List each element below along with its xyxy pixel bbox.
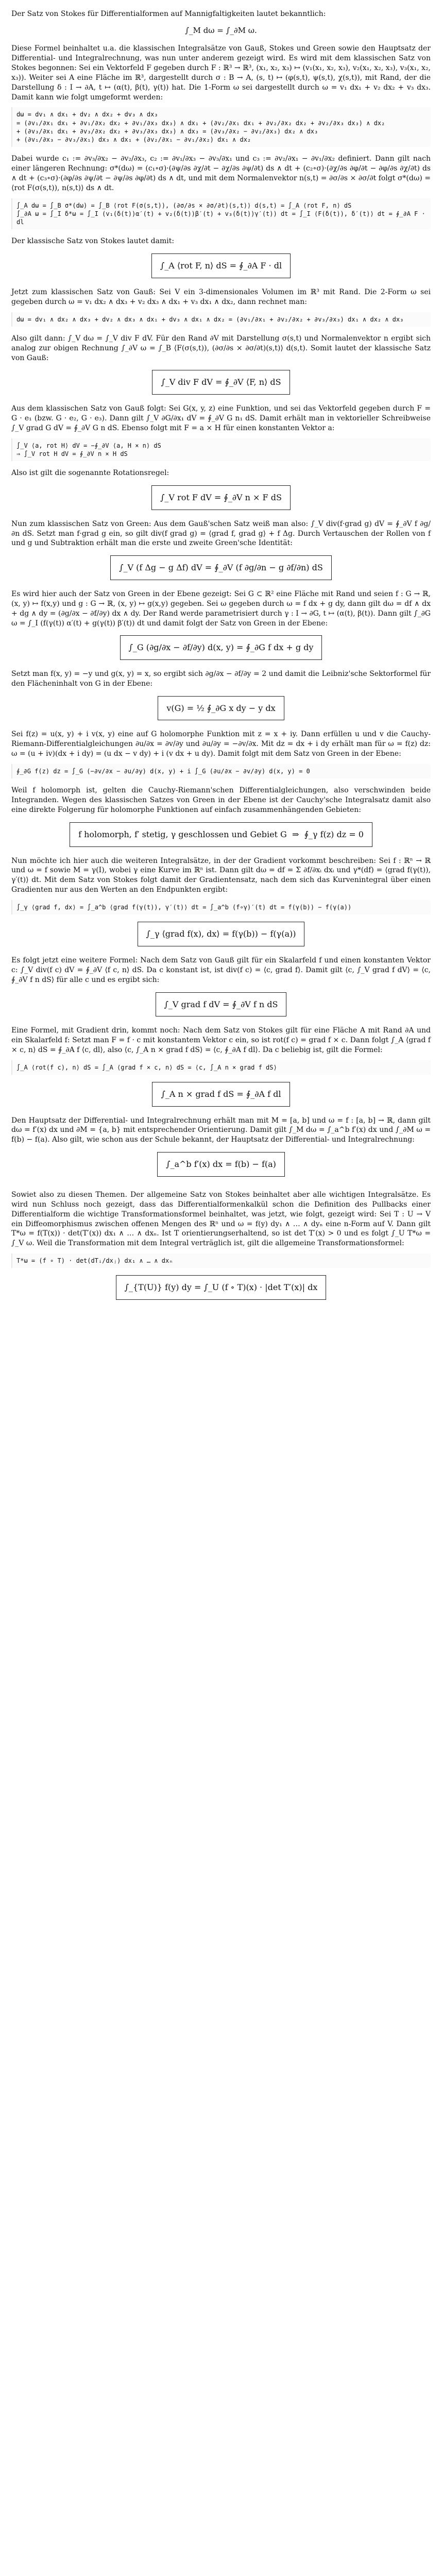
paragraph-gradient-theorem: Nun möchte ich hier auch die weiteren Integralsätze, in der der Gradient vorkommt beschreiben: Sei f : ℝⁿ → ℝ und ω = f sowie M = γ(I), wobei γ eine Kurve im ℝⁿ ist. Dann gilt dω = df = Σ ∂f/∂xᵢ dxᵢ und γ*(df) = ⟨grad f(γ(t)), γ′(t)⟩ dt. Mit dem Satz von Stokes folgt damit der Gradientensatz, nach dem sich das Kurvenintegral über einen Gradienten nur aus den Werten an den Endpunkten ergibt: <box>11 856 431 894</box>
paragraph-pullback: Dabei wurde c₁ := ∂v₃/∂x₂ − ∂v₂/∂x₃, c₂ := ∂v₁/∂x₃ − ∂v₃/∂x₁ und c₃ := ∂v₂/∂x₁ − ∂v₁/∂x₂ definiert. Dann gilt nach einer längeren Rechnung: σ*(dω) = (c₁∘σ)·(∂ψ/∂s ∂χ/∂t − ∂χ/∂s ∂ψ/∂t) ds ∧ dt + (c₂∘σ)·(∂χ/∂s ∂φ/∂t − ∂φ/∂s ∂χ/∂t) ds ∧ dt + (c₃∘σ)·(∂φ/∂s ∂ψ/∂t − ∂ψ/∂s ∂φ/∂t) ds ∧ dt, und mit dem Normalenvektor n(s,t) = ∂σ/∂s × ∂σ/∂t folgt σ*(dω) = ⟨rot F(σ(s,t)), n(s,t)⟩ ds ∧ dt. <box>11 155 431 192</box>
boxed-gradient-volume-formula: ∫_V grad f dV = ∮_∂V f n dS <box>156 992 287 1017</box>
boxed-green-identity: ∫_V (f Δg − g Δf) dV = ∮_∂V (f ∂g/∂n − g ∂f/∂n) dS <box>110 555 332 580</box>
boxed-green-plane-theorem: ∫_G (∂g/∂x − ∂f/∂y) d(x, y) = ∮_∂G f dx + g dy <box>120 635 322 660</box>
equation-gradient-derivation: ∫_γ ⟨grad f, dx⟩ = ∫_a^b ⟨grad f(γ(t)), γ′(t)⟩ dt = ∫_a^b (f∘γ)′(t) dt = f(γ(b)) − f(γ(a)) <box>11 900 431 914</box>
boxed-cauchy-integral-theorem: f holomorph, f′ stetig, γ geschlossen und Gebiet G ⇒ ∮_γ f(z) dz = 0 <box>70 822 372 847</box>
intro-paragraph: Der Satz von Stokes für Differentialformen auf Mannigfaltigkeiten lautet bekanntlich: <box>11 10 326 18</box>
boxed-gradient-theorem: ∫_γ ⟨grad f(x), dx⟩ = f(γ(b)) − f(γ(a)) <box>138 922 305 946</box>
paragraph-grad-volume: Es folgt jetzt eine weitere Formel: Nach dem Satz von Gauß gilt für ein Skalarfeld f und einen konstanten Vektor c: ∫_V div(f c) dV = ∮_∂V ⟨f c, n⟩ dS. Da c konstant ist, ist div(f c) = ⟨c, grad f⟩. Damit gilt ⟨c, ∫_V grad f dV⟩ = ⟨c, ∮_∂V f n dS⟩ für alle c und es ergibt sich: <box>11 956 431 984</box>
paragraph-transformation: Sowiet also zu diesen Themen. Der allgemeine Satz von Stokes beinhaltet aber alle wichtigen Integralsätze. Es wird nun Schluss noch gezeigt, dass das Differentialformenkalkül schon die Definition des Pullbacks einer Differentialform die wichtige Transformationsformel beinhaltet, was jetzt, wie folgt, gezeigt wird: Sei T : U → V ein Diffeomorphismus zwischen offenen Mengen des ℝⁿ und ω = f(y) dy₁ ∧ … ∧ dyₙ eine n-Form auf V. Dann gilt T*ω = f(T(x)) · det(T′(x)) dx₁ ∧ … ∧ dxₙ. Ist T orientierungserhaltend, so ist det T′(x) > 0 und es folgt ∫_U T*ω = ∫_V ω. Weil die Transformation mit dem Integral verträglich ist, gilt die allgemeine Transformationsformel: <box>11 1190 431 1248</box>
paragraph-gauss-consequences: Aus dem klassischen Satz von Gauß folgt: Sei G(x, y, z) eine Funktion, und sei das Vektorfeld gegeben durch F = G · e₁ (bzw. G · e₂, G · e₃). Dann gilt ∫_V ∂G/∂x₁ dV = ∮_∂V G n₁ dS. Damit erhält man in vektorieller Schreibweise ∫_V grad G dV = ∮_∂V G n dS. Ebenso folgt mit F = a × H für einen konstanten Vektor a: <box>11 404 431 432</box>
boxed-gauss-theorem: ∫_V div F dV = ∮_∂V ⟨F, n⟩ dS <box>152 370 290 395</box>
boxed-gradient-area-formula: ∫_A n × grad f dS = ∮_∂A f dl <box>152 1082 290 1107</box>
boxed-classical-stokes-theorem: ∫_A ⟨rot F, n⟩ dS = ∮_∂A F · dl <box>151 253 291 278</box>
paragraph-cauchy-conclusion: Weil f holomorph ist, gelten die Cauchy-Riemann'schen Differentialgleichungen, also verschwinden beide Integranden. Wegen des klassischen Satzes von Green in der Ebene ist der Cauchy'sche Integralsatz damit also eine direkte Folgerung für holomorphe Funktionen auf einfach zusammenhängenden Gebieten: <box>11 786 431 815</box>
boxed-rotation-rule: ∫_V rot F dV = ∮_∂V n × F dS <box>151 485 291 510</box>
paragraph-gauss-setup: Jetzt zum klassischen Satz von Gauß: Sei V ein 3-dimensionales Volumen im ℝ³ mit Rand. Die 2-Form ω sei gegeben durch ω = v₁ dx₂ ∧ dx₃ + v₂ dx₃ ∧ dx₁ + v₃ dx₁ ∧ dx₂, dann rechnet man: <box>11 287 431 306</box>
equation-cauchy-derivation: ∮_∂G f(z) dz = ∫_G (−∂v/∂x − ∂u/∂y) d(x, y) + i ∫_G (∂u/∂x − ∂v/∂y) d(x, y) = 0 <box>11 764 431 778</box>
equation-divergence-form: dω = dv₁ ∧ dx₂ ∧ dx₃ + dv₂ ∧ dx₃ ∧ dx₁ + dv₃ ∧ dx₁ ∧ dx₂ = (∂v₁/∂x₁ + ∂v₂/∂x₂ + ∂v₃/∂x₃) dx₁ ∧ dx₂ ∧ dx₃ <box>11 312 431 327</box>
equation-rotation-rule-derivation: ∫_V ⟨a, rot H⟩ dV = −∮_∂V ⟨a, H × n⟩ dS ⇒ ∫_V rot H dV = ∮_∂V n × H dS <box>11 438 431 461</box>
equation-stokes-general: ∫_M dω = ∫_∂M ω. <box>185 25 257 35</box>
paragraph-stokes-statement: Der klassische Satz von Stokes lautet damit: <box>11 237 175 246</box>
paragraph-grad-area: Eine Formel, mit Gradient drin, kommt noch: Nach dem Satz von Stokes gilt für eine Fläche A mit Rand ∂A und ein Skalarfeld f: Setzt man F = f · c mit konstantem Vektor c ein, so ist rot(f c) = grad f × c. Dann folgt ∫_A ⟨grad f × c, n⟩ dS = ∮_∂A f ⟨c, dl⟩, also ⟨c, ∫_A n × grad f dS⟩ = ⟨c, ∮_∂A f dl⟩. Da c beliebig ist, gilt die Formel: <box>11 1026 431 1054</box>
paragraph-classical-stokes-setup: Diese Formel beinhaltet u.a. die klassischen Integralsätze von Gauß, Stokes und Green sowie den Hauptsatz der Differential- und Integralrechnung, was nun unter anderem gezeigt wird. Es wird mit dem klassischen Satz von Stokes begonnen: Sei ein Vektorfeld F gegeben durch F : ℝ³ → ℝ³, (x₁, x₂, x₃) ↦ (v₁(x₁, x₂, x₃), v₂(x₁, x₂, x₃), v₃(x₁, x₂, x₃)). Weiter sei A eine Fläche im ℝ³, dargestellt durch σ : B → A, (s, t) ↦ (φ(s,t), ψ(s,t), χ(s,t)), mit Rand, der die Darstellung δ : I → ∂A, t ↦ (α(t), β(t), γ(t)) hat. Die 1-Form ω sei dargestellt durch ω = v₁ dx₁ + v₂ dx₂ + v₃ dx₃. Damit kann wie folgt umgeformt werden: <box>11 44 431 101</box>
paragraph-leibniz-sector: Setzt man f(x, y) = −y und g(x, y) = x, so ergibt sich ∂g/∂x − ∂f/∂y = 2 und damit die Leibniz'sche Sektorformel für den Flächeninhalt von G in der Ebene: <box>11 670 431 688</box>
paragraph-rotation-rule: Also ist gilt die sogenannte Rotationsregel: <box>11 469 169 478</box>
equation-grad-area-derivation: ∫_A ⟨rot(f c), n⟩ dS = ∫_A ⟨grad f × c, n⟩ dS = ⟨c, ∫_A n × grad f dS⟩ <box>11 1060 431 1075</box>
equation-stokes-derivation: ∫_A dω = ∫_B σ*(dω) = ∫_B ⟨rot F(σ(s,t)), (∂σ/∂s × ∂σ/∂t)(s,t)⟩ d(s,t) = ∫_A ⟨rot F, n⟩ dS ∫_∂A ω = ∫_I δ*ω = ∫_I (v₁(δ(t))α′(t) + v₂(δ(t))β′(t) + v₃(δ(t))γ′(t)) dt = ∫_I ⟨F(δ(t)), δ′(t)⟩ dt = ∮_∂A F · dl <box>11 198 431 230</box>
equation-pullback-determinant: T*ω = (f ∘ T) · det(dTᵢ/dxⱼ) dx₁ ∧ … ∧ dxₙ <box>11 1253 431 1268</box>
paragraph-fundamental-theorem: Den Hauptsatz der Differential- und Integralrechnung erhält man mit M = [a, b] und ω = f : [a, b] → ℝ, dann gilt dω = f′(x) dx und ∂M = {a, b} mit entsprechender Orientierung. Damit gilt ∫_M dω = ∫_a^b f′(x) dx und ∫_∂M ω = f(b) − f(a). Also gilt, wie schon aus der Schule bekannt, der Hauptsatz der Differential- und Integralrechnung: <box>11 1116 431 1144</box>
paragraph-green-identities: Nun zum klassischen Satz von Green: Aus dem Gauß'schen Satz weiß man also: ∫_V div(f·grad g) dV = ∮_∂V f ∂g/∂n dS. Setzt man f·grad g ein, so gilt div(f grad g) = ⟨grad f, grad g⟩ + f Δg. Durch Vertauschen der Rollen von f und g und Subtraktion erhält man die erste und zweite Green'sche Identität: <box>11 519 431 548</box>
section-separator <box>11 1186 431 1190</box>
boxed-leibniz-sector-formula: v(G) = ½ ∮_∂G x dy − y dx <box>158 696 284 721</box>
paragraph-green-plane: Es wird hier auch der Satz von Green in der Ebene gezeigt: Sei G ⊂ ℝ² eine Fläche mit Rand und seien f : G → ℝ, (x, y) ↦ f(x,y) und g : G → ℝ, (x, y) ↦ g(x,y) gegeben. Sei ω gegeben durch ω = f dx + g dy, dann gilt dω = df ∧ dx + dg ∧ dy = (∂g/∂x − ∂f/∂y) dx ∧ dy. Der Rand werde parametrisiert durch γ : I → ∂G, t ↦ (α(t), β(t)). Dann gilt ∫_∂G ω = ∫_I (f(γ(t)) α′(t) + g(γ(t)) β′(t)) dt und damit folgt der Satz von Green in der Ebene: <box>11 589 431 628</box>
paragraph-gauss-statement: Also gilt dann: ∫_V dω = ∫_V div F dV. Für den Rand ∂V mit Darstellung σ(s,t) und Normalenvektor n ergibt sich analog zur obigen Rechnung ∫_∂V ω = ∫_B ⟨F(σ(s,t)), (∂σ/∂s × ∂σ/∂t)(s,t)⟩ d(s,t). Somit lautet der klassische Satz von Gauß: <box>11 334 431 362</box>
paragraph-holomorphic: Sei f(z) = u(x, y) + i v(x, y) eine auf G holomorphe Funktion mit z = x + iy. Dann erfüllen u und v die Cauchy-Riemann-Differentialgleichungen ∂u/∂x = ∂v/∂y und ∂u/∂y = −∂v/∂x. Mit dz = dx + i dy erhält man für ω = f(z) dz: ω = (u + iv)(dx + i dy) = (u dx − v dy) + i (v dx + u dy). Damit folgt mit dem Satz von Green in der Ebene: <box>11 730 431 758</box>
boxed-fundamental-theorem: ∫_a^b f′(x) dx = f(b) − f(a) <box>157 1152 285 1177</box>
equation-exterior-derivative: dω = dv₁ ∧ dx₁ + dv₂ ∧ dx₂ + dv₃ ∧ dx₃ = (∂v₁/∂x₁ dx₁ + ∂v₁/∂x₂ dx₂ + ∂v₁/∂x₃ dx₃) ∧ dx₁ + (∂v₂/∂x₁ dx₁ + ∂v₂/∂x₂ dx₂ + ∂v₂/∂x₃ dx₃) ∧ dx₂ + (∂v₃/∂x₁ dx₁ + ∂v₃/∂x₂ dx₂ + ∂v₃/∂x₃ dx₃) ∧ dx₃ = (∂v₃/∂x₂ − ∂v₂/∂x₃) dx₂ ∧ dx₃ + (∂v₁/∂x₃ − ∂v₃/∂x₁) dx₃ ∧ dx₁ + (∂v₂/∂x₁ − ∂v₁/∂x₂) dx₁ ∧ dx₂ <box>11 107 431 147</box>
boxed-transformation-formula: ∫_{T(U)} f(y) dy = ∫_U (f ∘ T)(x) · |det T′(x)| dx <box>116 1275 327 1300</box>
